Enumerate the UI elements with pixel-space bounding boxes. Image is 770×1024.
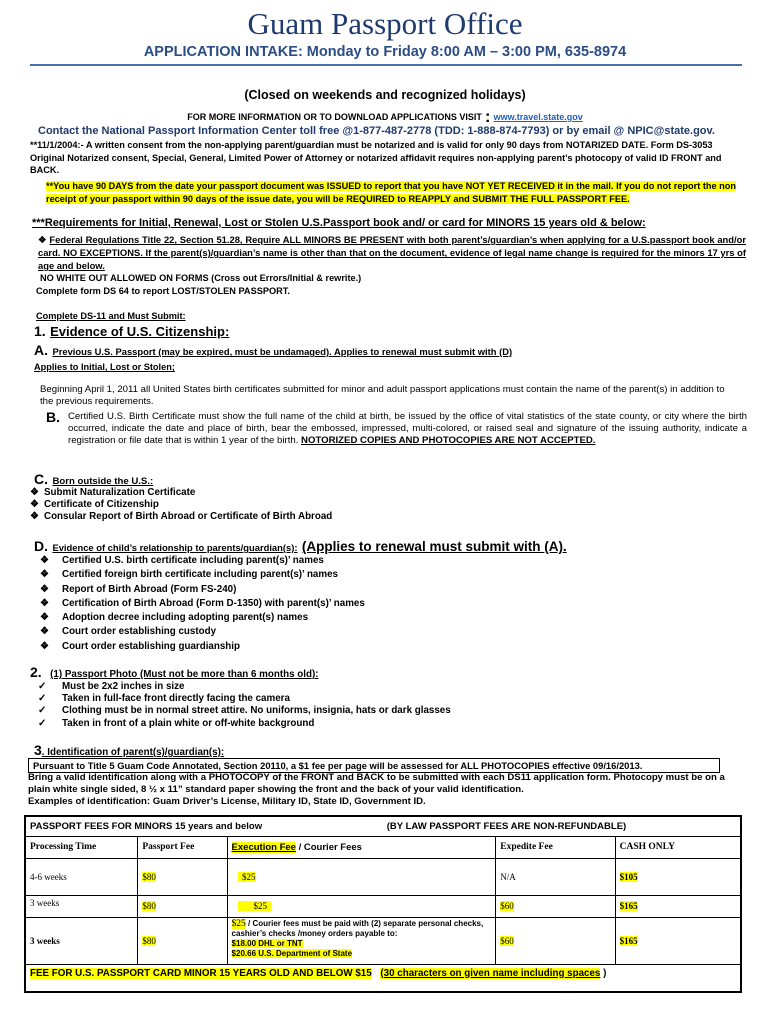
cell-time: 3 weeks (25, 895, 138, 917)
section-1a-text: Previous U.S. Passport (may be expired, must be undamaged). Applies to renewal must submit with (D) (52, 346, 513, 357)
card-fee: FEE FOR U.S. PASSPORT CARD MINOR 15 YEARS OLD AND BELOW $15 (30, 967, 372, 979)
col-execution-fee (227, 836, 496, 858)
section-1b-notarized: NOTORIZED COPIES AND PHOTOCOPIES ARE NOT ACCEPTED. (301, 435, 596, 447)
cell-time: 4-6 weeks (25, 858, 138, 895)
cell-cash: $165 (615, 917, 741, 964)
section-1c-letter: C. (34, 471, 48, 487)
col-cash-only: CASH ONLY (615, 836, 741, 858)
col-passport-fee: Passport Fee (138, 836, 227, 858)
section-1d-title: Evidence of child’s relationship to parents/guardian(s): (52, 542, 298, 553)
cell-passport: $80 (138, 858, 227, 895)
checkmark-icon: ✓ (38, 681, 47, 692)
diamond-bullet-icon: ❖ (40, 569, 49, 581)
section-1c-title: Born outside the U.S.: (52, 476, 154, 487)
id-examples: Examples of identification: Guam Driver’s License, Military ID, State ID, Government ID. (28, 796, 426, 807)
consent-note: **11/1/2004:- A written consent from the non-applying parent/guardian must be notarized and is valid for only 90 days from NOTARIZED DATE. Form DS-3053 Original Notarized consent, Special, General, Limited Power of Attorney or notarized affidavit requires non-applying parent’s photocopy of valid ID FRONT and BACK. (30, 140, 722, 176)
fees-table (24, 815, 742, 993)
section-1b-text: Certified U.S. Birth Certificate must show the full name of the child at birth, be issued by the office of vital statistics of the state county, or city where the birth occurred, indicate the date and place of birth, bear the embossed, impressed, multi-colored, or raised seal and signature of the issuing authority, indicate a registration or file date that is within 1 year of the birth. (68, 411, 747, 447)
office-hours: APPLICATION INTAKE: Monday to Friday 8:00 AM – 3:00 PM, 635-8974 (143, 44, 627, 60)
cell-cash: $105 (615, 858, 741, 895)
cell-passport: $80 (138, 895, 227, 917)
section-1a-sub (34, 361, 175, 374)
section-1d-applies: (Applies to renewal must submit with (A). (301, 539, 567, 554)
section-1c-list (30, 487, 332, 524)
federal-regulation-text: Federal Regulations Title 22, Section 51.28, Require ALL MINORS BE PRESENT with both parent’s/guardian’s when applying for a U.S.passport book and/or card. NO EXCEPTIONS. If the parent(s)/guardian’s name is other than that on the document, evidence of legal name change is required for the minors 17 yrs of age and below. (38, 234, 746, 271)
checkmark-icon: ✓ (38, 693, 47, 705)
diamond-bullet-icon: ❖ (40, 626, 49, 638)
col-execution-label: Execution Fee (231, 841, 296, 853)
list-item: ❖ Report of Birth Abroad (Form FS-240) (40, 583, 365, 597)
cell-cash: $165 (615, 895, 741, 917)
section-1-heading (34, 323, 229, 341)
fees-non-refundable: (BY LAW PASSPORT FEES ARE NON-REFUNDABLE) (386, 820, 627, 832)
section-2-list (38, 681, 451, 730)
section-2-heading (30, 664, 318, 682)
april-2011-note: Beginning April 1, 2011 all United States birth certificates submitted for minor and adult passport applications must contain the name of the parent(s) in addition to the previous requirements. (40, 384, 725, 408)
diamond-bullet-icon: ❖ (40, 612, 49, 624)
list-item: ❖ Certified U.S. birth certificate including parent(s)’ names (40, 554, 365, 568)
card-fee-row (25, 964, 741, 992)
federal-regulation (38, 233, 746, 272)
list-item: ✓ Must be 2x2 inches in size (38, 681, 185, 692)
table-row (25, 858, 741, 895)
card-fee-close: ) (600, 967, 607, 979)
section-3-number: 3 (34, 742, 42, 758)
list-item: ❖ Court order establishing guardianship (40, 640, 365, 654)
diamond-bullet-icon: ❖ (38, 234, 47, 245)
fees-title-row (25, 816, 741, 836)
fees-title: PASSPORT FEES FOR MINORS 15 years and below (30, 820, 263, 832)
cell-expedite: $60 (496, 895, 615, 917)
warning-box (46, 180, 740, 205)
section-1d-list (40, 554, 365, 654)
ds64-note: Complete form DS 64 to report LOST/STOLEN PASSPORT. (36, 286, 290, 296)
table-row (25, 895, 741, 917)
card-fee-chars: (30 characters on given name including spaces (380, 967, 601, 979)
section-1a-letter: A. (34, 342, 48, 358)
list-item: ❖ Submit Naturalization Certificate (30, 487, 196, 498)
list-item: ✓ Taken in full-face front directly facing the camera (38, 693, 290, 705)
cell-expedite: N/A (496, 858, 615, 895)
section-1b-letter: B. (46, 409, 60, 425)
table-row (25, 917, 741, 964)
photocopy-fee-notice: Pursuant to Title 5 Guam Code Annotated, Section 20110, a $1 fee per page will be assessed for ALL PHOTOCOPIES effective 09/16/2013. (28, 758, 720, 773)
list-item: ❖ Certification of Birth Abroad (Form D-1350) with parent(s)’ names (40, 597, 365, 611)
diamond-bullet-icon: ❖ (40, 555, 49, 566)
more-info-colon: : (484, 107, 491, 126)
header-divider (30, 64, 742, 66)
complete-forms-heading (36, 310, 186, 323)
diamond-bullet-icon: ❖ (30, 487, 39, 498)
section-2-number: 2. (30, 664, 42, 680)
list-item: ✓ Clothing must be in normal street attire. No uniforms, insignia, hats or dark glasses (38, 705, 451, 717)
col-expedite-fee: Expedite Fee (496, 836, 615, 858)
list-item: ❖ Certified foreign birth certificate including parent(s)’ names (40, 568, 365, 582)
diamond-bullet-icon: ❖ (40, 597, 49, 609)
cell-passport: $80 (138, 917, 227, 964)
col-courier-label: / Courier Fees (295, 841, 362, 853)
cell-expedite: $60 (496, 917, 615, 964)
section-1d-letter: D. (34, 538, 48, 554)
checkmark-icon: ✓ (38, 717, 47, 729)
complete-forms-text: Complete DS-11 and Must Submit: (36, 311, 186, 321)
checkmark-icon: ✓ (38, 705, 47, 717)
closed-note: (Closed on weekends and recognized holidays) (244, 88, 526, 102)
list-item: ✓ Taken in front of a plain white or off-white background (38, 717, 315, 729)
section-1a-sub-text: Applies to Initial, Lost or Stolen; (34, 362, 175, 372)
fees-header-row (25, 836, 741, 858)
requirements-heading (32, 217, 646, 229)
list-item: ❖ Consular Report of Birth Abroad or Certificate of Birth Abroad (30, 511, 333, 523)
cell-execution: $25 (227, 895, 496, 917)
section-3-title: . Identification of parent(s)/guardian(s): (41, 747, 225, 758)
diamond-bullet-icon: ❖ (30, 511, 39, 523)
section-1b-text-block (68, 411, 747, 448)
fees-title-cell (25, 816, 741, 836)
section-1a (34, 342, 512, 360)
diamond-bullet-icon: ❖ (40, 583, 49, 595)
contact-line: Contact the National Passport Information Center toll free @1-877-487-2778 (TDD: 1-888-874-7793) or by email @ NPIC@state.gov. (38, 125, 715, 137)
section-2-title: (1) Passport Photo (Must not be more than 6 months old): (50, 669, 319, 680)
diamond-bullet-icon: ❖ (30, 499, 39, 511)
cell-time: 3 weeks (25, 917, 138, 964)
page-title: Guam Passport Office (247, 6, 523, 41)
no-whiteout-note: NO WHITE OUT ALLOWED ON FORMS (Cross out Errors/Initial & rewrite.) (40, 273, 362, 283)
list-item: ❖ Certificate of Citizenship (30, 499, 159, 511)
section-1-number: 1. (34, 323, 46, 339)
section-1-title: Evidence of U.S. Citizenship: (50, 324, 230, 339)
requirements-heading-text: ***Requirements for Initial, Renewal, Lost or Stolen U.S.Passport book and/ or card for MINORS 15 years old & below: (32, 217, 646, 229)
diamond-bullet-icon: ❖ (40, 640, 49, 652)
list-item: ❖ Court order establishing custody (40, 625, 365, 639)
more-info-text: FOR MORE INFORMATION OR TO DOWNLOAD APPLICATIONS VISIT (187, 112, 482, 122)
list-item: ❖ Adoption decree including adopting parent(s) names (40, 611, 365, 625)
card-fee-cell (25, 964, 741, 992)
more-info-line (0, 107, 770, 127)
cell-execution: $25 (227, 858, 496, 895)
photocopy-note: Bring a valid identification along with a PHOTOCOPY of the FRONT and BACK to be submitted with each DS11 application form. Photocopy must be on a plain white single sided, 8 ½ x 11” standard paper showing the front and the back of your valid identification. (28, 772, 725, 796)
travel-state-link[interactable]: www.travel.state.gov (493, 112, 583, 122)
warning-90-days: **You have 90 DAYS from the date your passport document was ISSUED to report that you have NOT YET RECEIVED it in the mail. If you do not report the non receipt of your passport within 90 days of the issue date, you will be REQUIRED to REAPPLY and SUBMIT THE FULL PASSPORT FEE. (46, 181, 737, 204)
col-processing-time: Processing Time (25, 836, 138, 858)
cell-execution-courier: $25 / Courier fees must be paid with (2) separate personal checks, cashier’s checks /money orders payable to: $18.00 DHL or TNT $20.66 U.S. Department of State (227, 917, 496, 964)
